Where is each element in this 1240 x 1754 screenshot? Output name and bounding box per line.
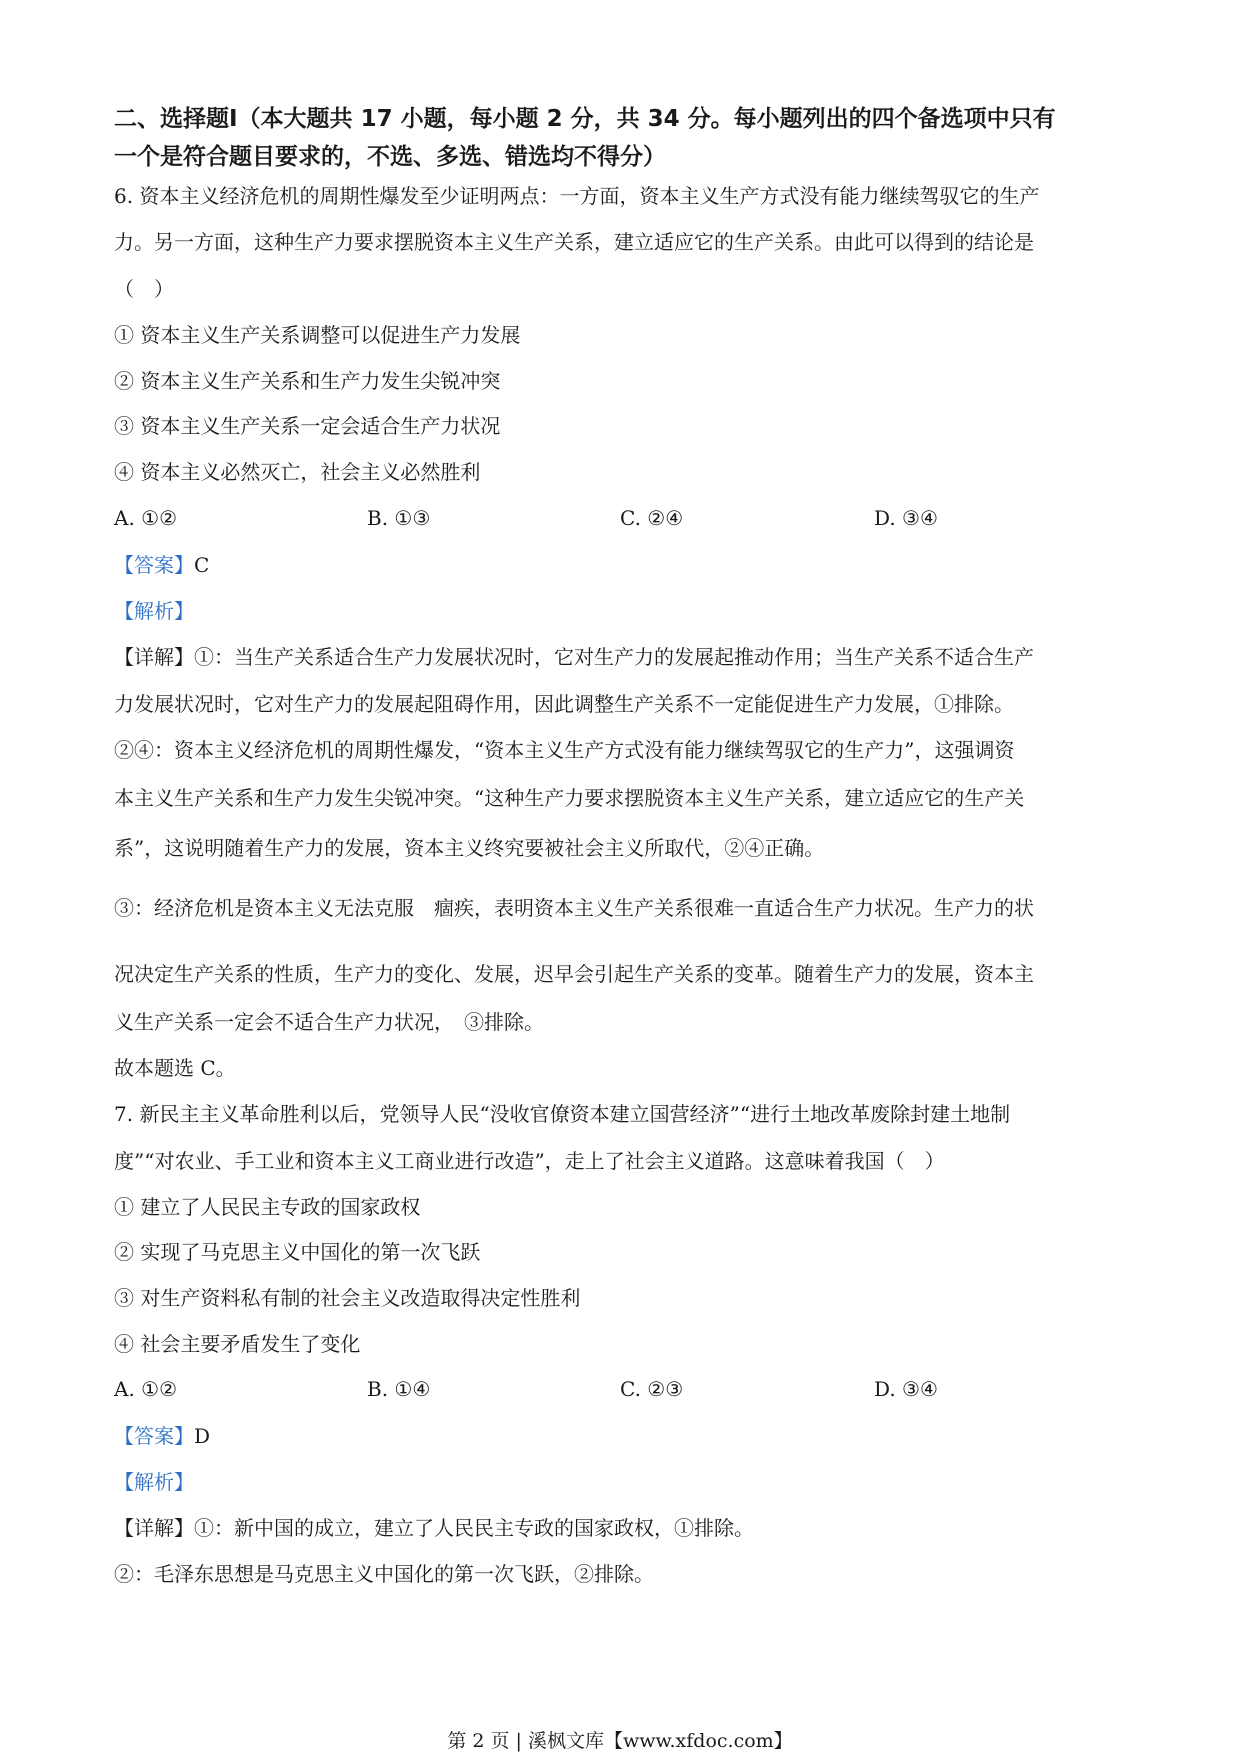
q7-answer-label: 【答案】 <box>114 1424 194 1448</box>
q7-detail-line: ②：毛泽东思想是马克思主义中国化的第一次飞跃，②排除。 <box>114 1562 654 1586</box>
q7-statement: ① 建立了人民民主专政的国家政权 <box>114 1195 421 1219</box>
q6-detail-line: 本主义生产关系和生产力发生尖锐冲突。“这种生产力要求摆脱资本主义生产关系，建立适应它的生产关 <box>114 786 1025 810</box>
q6-detail-line <box>114 647 1034 667</box>
q6-stem-line: 力。另一方面，这种生产力要求摆脱资本主义生产关系，建立适应它的生产关系。由此可以得到的结论是 <box>114 230 1034 254</box>
q7-statement: ④ 社会主要矛盾发生了变化 <box>114 1332 361 1356</box>
q6-statement: ④ 资本主义必然灭亡，社会主义必然胜利 <box>114 460 481 484</box>
section-heading-line1: 二、选择题Ⅰ（本大题共 17 小题，每小题 2 分，共 34 分。每小题列出的四个备选项中只有 <box>114 106 1056 132</box>
q6-detail-line: 力发展状况时，它对生产力的发展起阻碍作用，因此调整生产关系不一定能促进生产力发展，①排除。 <box>114 692 1014 716</box>
q7-option-c: C. ②③ <box>620 1377 684 1401</box>
page-footer: 第 2 页 | 溪枫文库【www.xfdoc.com】 <box>447 1730 793 1752</box>
q6-detail-line: 系”，这说明随着生产力的发展，资本主义终究要被社会主义所取代，②④正确。 <box>114 836 825 860</box>
q6-answer-value: C <box>194 553 210 577</box>
q7-analysis-label: 【解析】 <box>114 1470 194 1494</box>
q6-statement: ① 资本主义生产关系调整可以促进生产力发展 <box>114 323 521 347</box>
q7-statement: ③ 对生产资料私有制的社会主义改造取得决定性胜利 <box>114 1286 581 1310</box>
q6-answer-label: 【答案】 <box>114 553 194 577</box>
q6-option-d: D. ③④ <box>874 506 938 530</box>
q6-analysis-label: 【解析】 <box>114 599 194 623</box>
q7-stem-line: 7. 新民主主义革命胜利以后，党领导人民“没收官僚资本建立国营经济”“进行土地改革废除封建土地制 <box>114 1102 1011 1126</box>
q7-statement: ② 实现了马克思主义中国化的第一次飞跃 <box>114 1240 481 1264</box>
q7-detail-label: 【详解】 <box>114 1516 194 1540</box>
q6-detail-label: 【详解】 <box>114 645 194 669</box>
q6-answer <box>114 555 209 575</box>
q7-option-d: D. ③④ <box>874 1377 938 1401</box>
q6-stem-line: 6. 资本主义经济危机的周期性爆发至少证明两点：一方面，资本主义生产方式没有能力继续驾驭它的生产 <box>114 184 1040 208</box>
q6-statement: ③ 资本主义生产关系一定会适合生产力状况 <box>114 414 501 438</box>
q6-option-c: C. ②④ <box>620 506 684 530</box>
q6-detail-line: 况决定生产关系的性质，生产力的变化、发展，迟早会引起生产关系的变革。随着生产力的发展，资本主 <box>114 962 1034 986</box>
q6-detail-text: ①：当生产关系适合生产力发展状况时，它对生产力的发展起推动作用；当生产关系不适合生产 <box>194 645 1034 669</box>
q6-statement: ② 资本主义生产关系和生产力发生尖锐冲突 <box>114 369 501 393</box>
q6-stem-line: （ ） <box>114 277 174 301</box>
q6-option-a: A. ①② <box>114 506 178 530</box>
q6-conclusion: 故本题选 C。 <box>114 1056 236 1080</box>
q6-detail-line: 义生产关系一定会不适合生产力状况， ③排除。 <box>114 1010 544 1034</box>
q7-answer-value: D <box>194 1424 211 1448</box>
q7-detail-text: ①：新中国的成立，建立了人民民主专政的国家政权，①排除。 <box>194 1516 754 1540</box>
q7-answer <box>114 1426 210 1446</box>
q7-option-b: B. ①④ <box>367 1377 431 1401</box>
section-heading-line2: 一个是符合题目要求的，不选、多选、错选均不得分） <box>114 144 666 170</box>
q7-detail-line <box>114 1518 754 1538</box>
q7-option-a: A. ①② <box>114 1377 178 1401</box>
q6-detail-line: ②④：资本主义经济危机的周期性爆发，“资本主义生产方式没有能力继续驾驭它的生产力”，这强调资 <box>114 738 1015 762</box>
q6-option-b: B. ①③ <box>367 506 431 530</box>
q6-detail-line: ③：经济危机是资本主义无法克服 痼疾，表明资本主义生产关系很难一直适合生产力状况。生产力的状 <box>114 896 1034 920</box>
q7-stem-line: 度”“对农业、手工业和资本主义工商业进行改造”，走上了社会主义道路。这意味着我国（ ） <box>114 1149 945 1173</box>
